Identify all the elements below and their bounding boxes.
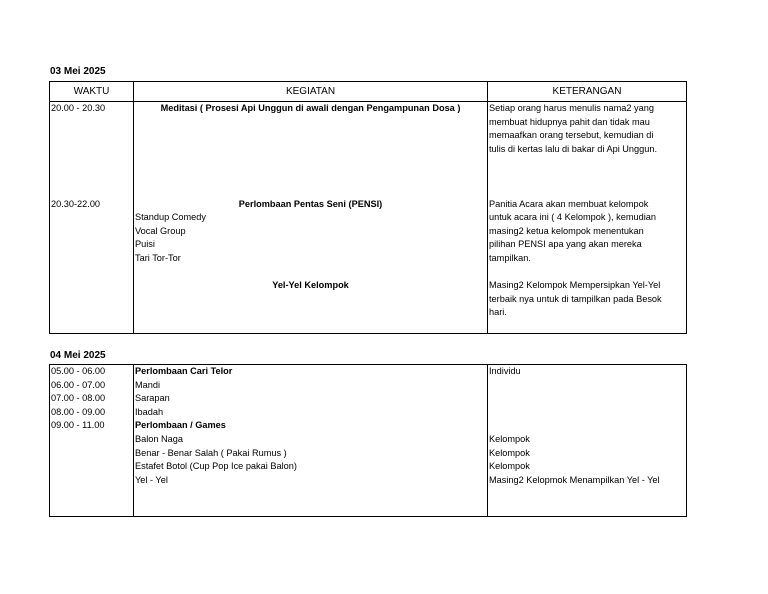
time-text: 06.00 - 07.00 <box>51 379 106 390</box>
activity-item: Balon Naga <box>135 433 184 444</box>
activity-item: Mandi <box>135 379 161 390</box>
table-header-row <box>50 82 687 102</box>
note-line: terbaik nya untuk di tampilkan pada Besok <box>489 293 662 304</box>
date-label-day1: 03 Mei 2025 <box>50 66 106 77</box>
note-line: Kelompok <box>489 433 530 444</box>
schedule-table-day1 <box>49 81 687 334</box>
activity-item: Tari Tor-Tor <box>135 252 181 263</box>
time-text: 07.00 - 08.00 <box>51 393 106 404</box>
activity-title: Perlombaan Pentas Seni (PENSI) <box>238 198 383 209</box>
activity-title: Perlombaan Cari Telor <box>135 366 233 376</box>
activity-item: Yel - Yel <box>135 474 168 485</box>
activity-item: Ibadah <box>135 406 164 417</box>
time-cell <box>50 198 134 334</box>
activity-item: Sarapan <box>135 393 170 404</box>
header-waktu: WAKTU <box>50 82 134 102</box>
activity-cell <box>134 102 488 198</box>
note-line: masing2 ketua kelompok menentukan <box>489 225 644 236</box>
note-line: untuk acara ini ( 4 Kelompok ), kemudian <box>489 212 656 223</box>
activity-item: Puisi <box>135 239 155 250</box>
table-row <box>50 198 687 334</box>
table-row <box>50 365 687 517</box>
header-kegiatan: KEGIATAN <box>134 82 488 102</box>
table-row <box>50 102 687 198</box>
note-line: Masing2 Kelompok Mempersipkan Yel-Yel <box>489 280 661 291</box>
note-line: tulis di kertas lalu di bakar di Api Unggun. <box>489 143 658 154</box>
time-text: 20.30-22.00 <box>51 198 101 209</box>
activity-title: Yel-Yel Kelompok <box>272 280 349 291</box>
schedule-table-day2 <box>49 364 687 517</box>
note-cell <box>488 198 687 334</box>
time-text: 09.00 - 11.00 <box>51 420 105 431</box>
note-line: Kelompok <box>489 447 530 458</box>
note-line: tampilkan. <box>489 252 531 263</box>
activity-item: Estafet Botol (Cup Pop Ice pakai Balon) <box>135 461 297 472</box>
note-line: pilihan PENSI apa yang akan mereka <box>489 239 642 250</box>
activity-title: Perlombaan / Games <box>135 420 226 431</box>
note-line: memaafkan orang tersebut, kemudian di <box>489 130 654 141</box>
time-text: 08.00 - 09.00 <box>51 406 106 417</box>
activity-item: Standup Comedy <box>135 212 206 223</box>
note-line: Individu <box>489 366 521 376</box>
time-text: 20.00 - 20.30 <box>51 103 106 113</box>
note-cell <box>488 102 687 198</box>
time-cell <box>50 102 134 198</box>
activity-item: Benar - Benar Salah ( Pakai Rumus ) <box>135 447 287 458</box>
activity-title: Meditasi ( Prosesi Api Unggun di awali dengan Pengampunan Dosa ) <box>160 103 461 113</box>
note-cell <box>488 365 687 517</box>
activity-item: Vocal Group <box>135 225 186 236</box>
activity-cell <box>134 198 488 334</box>
note-line: Masing2 Kelopmok Menampilkan Yel - Yel <box>489 474 660 485</box>
note-line: hari. <box>489 307 507 318</box>
time-text: 05.00 - 06.00 <box>51 366 106 376</box>
activity-cell <box>134 365 488 517</box>
date-label-day2: 04 Mei 2025 <box>50 350 106 361</box>
note-line: Setiap orang harus menulis nama2 yang <box>489 103 654 113</box>
time-cell <box>50 365 134 517</box>
note-line: membuat hidupnya pahit dan tidak mau <box>489 116 650 127</box>
header-keterangan: KETERANGAN <box>488 82 687 102</box>
note-line: Kelompok <box>489 461 530 472</box>
note-line: Panitia Acara akan membuat kelompok <box>489 198 649 209</box>
